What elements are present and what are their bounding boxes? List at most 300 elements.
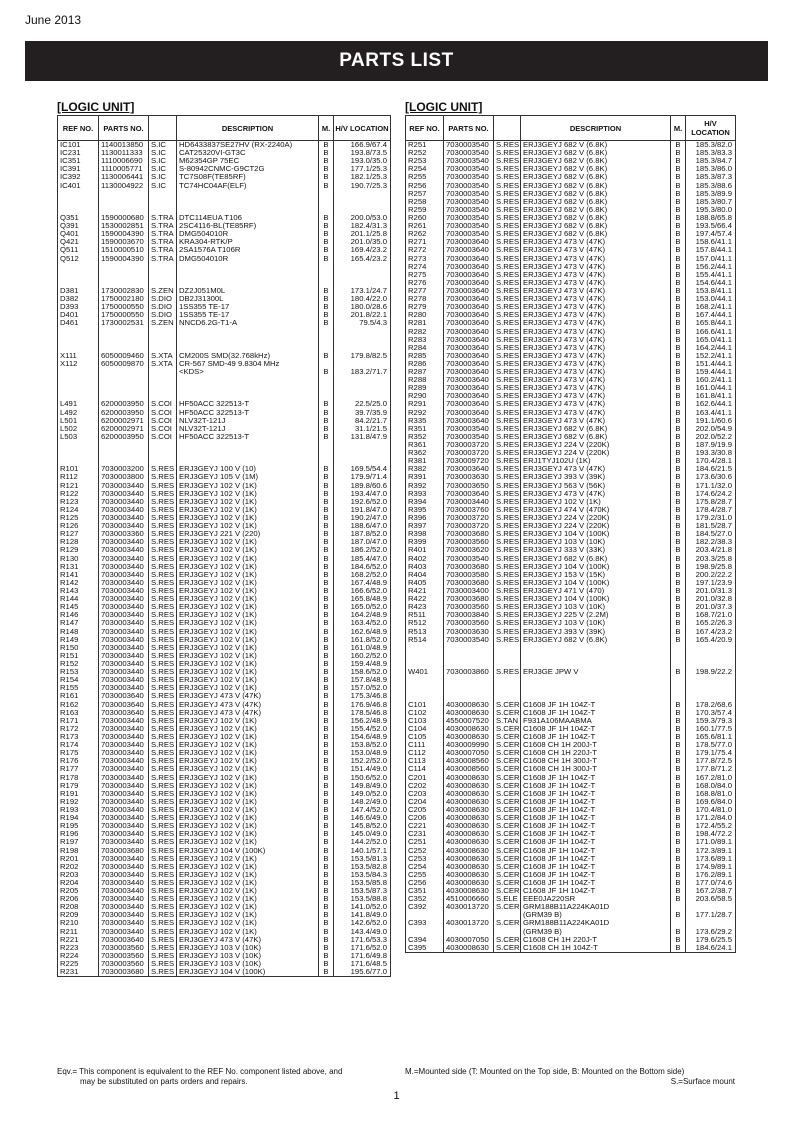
cell-hv-location bbox=[686, 676, 736, 684]
cell-type: S.RES bbox=[149, 709, 177, 717]
cell-parts-no bbox=[444, 660, 494, 668]
cell-ref-no: C111 bbox=[406, 741, 444, 749]
cell-hv-location: 173.1/24.7 bbox=[334, 287, 391, 295]
cell-type bbox=[149, 368, 177, 376]
cell-type bbox=[149, 271, 177, 279]
cell-parts-no: 7030003540 bbox=[444, 141, 494, 150]
cell-mounted-side: B bbox=[671, 311, 686, 319]
table-row bbox=[406, 636, 736, 644]
cell-ref-no: Q401 bbox=[58, 230, 99, 238]
table-row bbox=[406, 141, 736, 150]
cell-hv-location: 160.2/41.1 bbox=[686, 376, 736, 384]
cell-ref-no: R145 bbox=[58, 603, 99, 611]
cell-ref-no bbox=[58, 368, 99, 376]
cell-description: C1608 JF 1H 104Z-T bbox=[521, 855, 671, 863]
cell-description bbox=[177, 344, 319, 352]
cell-type: S.CER bbox=[494, 879, 521, 887]
cell-ref-no: D393 bbox=[58, 303, 99, 311]
cell-ref-no: C231 bbox=[406, 830, 444, 838]
cell-parts-no: 7030003440 bbox=[99, 741, 149, 749]
cell-mounted-side: B bbox=[319, 465, 334, 473]
cell-description: NNCD6.2G-T1-A bbox=[177, 319, 319, 327]
cell-mounted-side: B bbox=[671, 774, 686, 782]
cell-mounted-side: B bbox=[319, 546, 334, 554]
cell-mounted-side: B bbox=[671, 490, 686, 498]
cell-hv-location: 145.0/49.0 bbox=[334, 830, 391, 838]
cell-parts-no: 7030003640 bbox=[99, 709, 149, 717]
cell-ref-no: R152 bbox=[58, 660, 99, 668]
cell-ref-no: R176 bbox=[58, 757, 99, 765]
cell-parts-no: 7030003560 bbox=[444, 538, 494, 546]
cell-parts-no: 1750000550 bbox=[99, 311, 149, 319]
cell-ref-no: L502 bbox=[58, 425, 99, 433]
cell-type: S.RES bbox=[494, 376, 521, 384]
cell-mounted-side: B bbox=[319, 149, 334, 157]
cell-hv-location: 174.9/89.1 bbox=[686, 863, 736, 871]
cell-parts-no bbox=[444, 644, 494, 652]
cell-description: ERJ3GEYJ 104 V (100K) bbox=[521, 563, 671, 571]
cell-ref-no: R281 bbox=[406, 319, 444, 327]
cell-ref-no: R352 bbox=[406, 433, 444, 441]
table-row bbox=[406, 701, 736, 709]
table-row bbox=[406, 879, 736, 887]
cell-hv-location: 182.2/38.3 bbox=[686, 538, 736, 546]
cell-parts-no: 7030003540 bbox=[444, 214, 494, 222]
cell-type: S.XTA bbox=[149, 360, 177, 368]
cell-description: ERJ3GEYJ 102 V (1K) bbox=[177, 863, 319, 871]
cell-hv-location bbox=[334, 206, 391, 214]
cell-type: S.COI bbox=[149, 400, 177, 408]
cell-ref-no: D461 bbox=[58, 319, 99, 327]
cell-mounted-side: B bbox=[671, 936, 686, 944]
table-row bbox=[406, 628, 736, 636]
cell-type: S.CER bbox=[494, 936, 521, 944]
cell-type: S.RES bbox=[149, 725, 177, 733]
table-row bbox=[406, 863, 736, 871]
table-row bbox=[58, 384, 391, 392]
table-row bbox=[406, 725, 736, 733]
cell-parts-no bbox=[99, 190, 149, 198]
cell-type: S.RES bbox=[494, 384, 521, 392]
cell-description: ERJ3GEYJ 102 V (1K) bbox=[177, 806, 319, 814]
table-row bbox=[406, 190, 736, 198]
cell-type: S.RES bbox=[494, 417, 521, 425]
cell-ref-no: R396 bbox=[406, 514, 444, 522]
cell-ref-no: R423 bbox=[406, 603, 444, 611]
table-row bbox=[58, 198, 391, 206]
table-row bbox=[58, 579, 391, 587]
cell-mounted-side: B bbox=[319, 563, 334, 571]
cell-type: S.RES bbox=[149, 830, 177, 838]
cell-type: S.RES bbox=[149, 968, 177, 977]
cell-hv-location bbox=[686, 919, 736, 927]
cell-hv-location: 141.0/52.0 bbox=[334, 903, 391, 911]
table-row bbox=[58, 814, 391, 822]
cell-description: ERJ3GEYJ 473 V (47K) bbox=[521, 238, 671, 246]
cell-mounted-side: B bbox=[671, 498, 686, 506]
cell-ref-no: R283 bbox=[406, 336, 444, 344]
cell-hv-location: 153.8/41.1 bbox=[686, 287, 736, 295]
table-row bbox=[58, 757, 391, 765]
cell-mounted-side: B bbox=[671, 911, 686, 919]
cell-type: S.RES bbox=[149, 814, 177, 822]
cell-hv-location: 145.8/52.0 bbox=[334, 822, 391, 830]
cell-hv-location: 191.8/47.0 bbox=[334, 506, 391, 514]
cell-hv-location bbox=[334, 263, 391, 271]
cell-hv-location: 198.9/22.2 bbox=[686, 668, 736, 676]
cell-description: ERJ3GEYJ 473 V (47K) bbox=[177, 709, 319, 717]
cell-mounted-side: B bbox=[319, 571, 334, 579]
cell-ref-no: Q421 bbox=[58, 238, 99, 246]
cell-ref-no: R251 bbox=[406, 141, 444, 150]
table-row bbox=[406, 814, 736, 822]
cell-parts-no: 4030008630 bbox=[444, 709, 494, 717]
table-row bbox=[58, 182, 391, 190]
cell-description: HD6433837SE27HV (RX-2240A) bbox=[177, 141, 319, 150]
cell-hv-location: 185.4/47.0 bbox=[334, 555, 391, 563]
cell-type: S.RES bbox=[494, 336, 521, 344]
cell-parts-no: 1110006690 bbox=[99, 157, 149, 165]
cell-description: NLV32T-121J bbox=[177, 425, 319, 433]
cell-mounted-side bbox=[319, 441, 334, 449]
cell-ref-no: C103 bbox=[406, 717, 444, 725]
table-row bbox=[58, 741, 391, 749]
cell-description: ERJ1TYJ102U (1K) bbox=[521, 457, 671, 465]
cell-description: ERJ3GEYJ 473 V (47K) bbox=[521, 303, 671, 311]
cell-hv-location: 153.0/44.1 bbox=[686, 295, 736, 303]
cell-mounted-side: B bbox=[671, 441, 686, 449]
cell-parts-no: 4030008630 bbox=[444, 725, 494, 733]
cell-parts-no: 4030008630 bbox=[444, 814, 494, 822]
cell-type: S.RES bbox=[494, 465, 521, 473]
cell-description: ERJ3GEYJ 102 V (1K) bbox=[177, 498, 319, 506]
cell-description: ERJ3GEYJ 473 V (47K) bbox=[521, 336, 671, 344]
cell-hv-location: 161.8/41.1 bbox=[686, 392, 736, 400]
cell-type: S.CER bbox=[494, 782, 521, 790]
cell-type: S.RES bbox=[494, 449, 521, 457]
cell-hv-location: 151.4/44.1 bbox=[686, 360, 736, 368]
cell-ref-no: R204 bbox=[58, 879, 99, 887]
cell-hv-location: 176.2/89.1 bbox=[686, 871, 736, 879]
cell-hv-location: 185.3/83.3 bbox=[686, 149, 736, 157]
cell-type: S.DIO bbox=[149, 311, 177, 319]
table-row bbox=[58, 855, 391, 863]
cell-parts-no bbox=[444, 652, 494, 660]
cell-ref-no: R126 bbox=[58, 522, 99, 530]
cell-parts-no: 7030003440 bbox=[99, 798, 149, 806]
table-row bbox=[58, 830, 391, 838]
cell-parts-no: 7030003440 bbox=[99, 514, 149, 522]
cell-ref-no: R403 bbox=[406, 563, 444, 571]
cell-ref-no: R155 bbox=[58, 684, 99, 692]
cell-hv-location: 198.9/25.8 bbox=[686, 563, 736, 571]
cell-ref-no: R382 bbox=[406, 465, 444, 473]
cell-parts-no: 7030003440 bbox=[99, 855, 149, 863]
cell-mounted-side: B bbox=[671, 530, 686, 538]
cell-mounted-side: B bbox=[671, 141, 686, 150]
cell-hv-location: 186.2/52.0 bbox=[334, 546, 391, 554]
cell-type: S.RES bbox=[494, 441, 521, 449]
cell-description: ERJ3GEYJ 102 V (1K) bbox=[177, 765, 319, 773]
cell-description: (GRM39 B) bbox=[521, 928, 671, 936]
cell-hv-location: 146.6/49.0 bbox=[334, 814, 391, 822]
cell-description: ERJ3GEYJ 682 V (6.8K) bbox=[521, 190, 671, 198]
table-row bbox=[58, 725, 391, 733]
cell-ref-no: R276 bbox=[406, 279, 444, 287]
cell-description bbox=[177, 206, 319, 214]
cell-type: S.RES bbox=[149, 603, 177, 611]
cell-description: C1608 CH 1H 104Z-T bbox=[521, 944, 671, 953]
cell-hv-location: 170.4/28.1 bbox=[686, 457, 736, 465]
cell-ref-no: R122 bbox=[58, 490, 99, 498]
table-row bbox=[58, 546, 391, 554]
cell-parts-no: 7030003440 bbox=[99, 522, 149, 530]
table-row bbox=[406, 384, 736, 392]
cell-description: ERJ3GEYJ 224 V (220K) bbox=[521, 514, 671, 522]
cell-description: ERJ3GEYJ 682 V (6.8K) bbox=[521, 157, 671, 165]
cell-type: S.RES bbox=[149, 871, 177, 879]
cell-parts-no: 7030003540 bbox=[444, 206, 494, 214]
table-row bbox=[58, 530, 391, 538]
cell-type: S.RES bbox=[494, 182, 521, 190]
header-hv-location: H/V LOCATION bbox=[686, 116, 736, 141]
cell-mounted-side: B bbox=[671, 368, 686, 376]
cell-hv-location: 180.4/22.0 bbox=[334, 295, 391, 303]
cell-mounted-side: B bbox=[319, 692, 334, 700]
cell-ref-no: C201 bbox=[406, 774, 444, 782]
cell-type: S.RES bbox=[494, 595, 521, 603]
cell-hv-location: 187.8/52.0 bbox=[334, 530, 391, 538]
cell-type: S.RES bbox=[494, 246, 521, 254]
cell-parts-no: 7030003540 bbox=[444, 230, 494, 238]
cell-mounted-side: B bbox=[319, 684, 334, 692]
cell-type: S.RES bbox=[149, 741, 177, 749]
cell-parts-no: 7030003640 bbox=[444, 376, 494, 384]
table-row bbox=[58, 709, 391, 717]
cell-ref-no: R171 bbox=[58, 717, 99, 725]
cell-parts-no: 7030003440 bbox=[99, 887, 149, 895]
table-row bbox=[58, 376, 391, 384]
cell-description: C1608 JF 1H 104Z-T bbox=[521, 709, 671, 717]
cell-mounted-side: B bbox=[319, 644, 334, 652]
cell-type: S.RES bbox=[149, 506, 177, 514]
cell-mounted-side: B bbox=[319, 230, 334, 238]
table-row bbox=[58, 303, 391, 311]
cell-hv-location: 167.4/44.1 bbox=[686, 311, 736, 319]
cell-description: ERJ3GEYJ 473 V (47K) bbox=[521, 263, 671, 271]
cell-description: ERJ3GEYJ 102 V (1K) bbox=[177, 522, 319, 530]
cell-description: ERJ3GEYJ 102 V (1K) bbox=[177, 563, 319, 571]
cell-hv-location: 195.3/80.0 bbox=[686, 206, 736, 214]
cell-mounted-side: B bbox=[671, 863, 686, 871]
cell-description: C1608 CH 1H 200J-T bbox=[521, 741, 671, 749]
cell-mounted-side: B bbox=[671, 822, 686, 830]
cell-description: ERJ3GEYJ 102 V (1K) bbox=[177, 830, 319, 838]
cell-type: S.IC bbox=[149, 173, 177, 181]
cell-ref-no: R292 bbox=[406, 409, 444, 417]
cell-ref-no: R174 bbox=[58, 741, 99, 749]
table-row bbox=[406, 409, 736, 417]
cell-description bbox=[177, 271, 319, 279]
cell-mounted-side: B bbox=[671, 319, 686, 327]
cell-description: C1608 JF 1H 104Z-T bbox=[521, 822, 671, 830]
cell-type: S.RES bbox=[149, 498, 177, 506]
table-row bbox=[406, 157, 736, 165]
table-row bbox=[406, 871, 736, 879]
cell-hv-location: 176.9/46.8 bbox=[334, 701, 391, 709]
footnote-eqv: Eqv.= This component is equivalent to the REF No. component listed above, and bbox=[57, 1067, 343, 1076]
cell-mounted-side: B bbox=[319, 287, 334, 295]
cell-type: S.CER bbox=[494, 701, 521, 709]
cell-parts-no: 7030003540 bbox=[444, 425, 494, 433]
cell-type: S.RES bbox=[494, 311, 521, 319]
cell-description bbox=[177, 441, 319, 449]
cell-description: ERJ3GEYJ 102 V (1K) bbox=[177, 644, 319, 652]
table-row bbox=[406, 449, 736, 457]
cell-ref-no: C251 bbox=[406, 838, 444, 846]
cell-ref-no: R179 bbox=[58, 782, 99, 790]
cell-mounted-side: B bbox=[319, 433, 334, 441]
cell-mounted-side bbox=[319, 457, 334, 465]
cell-hv-location bbox=[686, 644, 736, 652]
cell-mounted-side bbox=[671, 676, 686, 684]
cell-mounted-side: B bbox=[319, 952, 334, 960]
cell-parts-no: 7030003540 bbox=[444, 165, 494, 173]
cell-ref-no: R395 bbox=[406, 506, 444, 514]
cell-description bbox=[177, 190, 319, 198]
cell-parts-no: 4030008630 bbox=[444, 733, 494, 741]
cell-parts-no: 7030003540 bbox=[444, 222, 494, 230]
cell-parts-no: 4550007520 bbox=[444, 717, 494, 725]
cell-description: C1608 CH 1H 220J-T bbox=[521, 749, 671, 757]
cell-description: ERJ3GEYJ 102 V (1K) bbox=[177, 490, 319, 498]
cell-description: ERJ3GEYJ 473 V (47K) bbox=[177, 701, 319, 709]
table-row bbox=[58, 392, 391, 400]
cell-mounted-side: B bbox=[319, 814, 334, 822]
cell-parts-no: 7030003720 bbox=[444, 514, 494, 522]
table-row bbox=[58, 173, 391, 181]
cell-type: S.CER bbox=[494, 725, 521, 733]
cell-parts-no: 7030003440 bbox=[99, 490, 149, 498]
cell-parts-no: 1130006441 bbox=[99, 173, 149, 181]
cell-parts-no: 7030003440 bbox=[99, 879, 149, 887]
cell-hv-location: 177.0/74.6 bbox=[686, 879, 736, 887]
cell-parts-no bbox=[99, 279, 149, 287]
cell-type: S.IC bbox=[149, 149, 177, 157]
cell-parts-no: 7030003440 bbox=[99, 595, 149, 603]
cell-parts-no: 7030003440 bbox=[99, 684, 149, 692]
cell-hv-location: 201.1/25.8 bbox=[334, 230, 391, 238]
cell-hv-location: 154.6/48.9 bbox=[334, 733, 391, 741]
cell-mounted-side: B bbox=[671, 555, 686, 563]
cell-hv-location: 159.4/48.9 bbox=[334, 660, 391, 668]
cell-description: ERJ3GEYJ 473 V (47K) bbox=[521, 328, 671, 336]
cell-ref-no: R289 bbox=[406, 384, 444, 392]
cell-parts-no: 4030008630 bbox=[444, 701, 494, 709]
cell-mounted-side: B bbox=[671, 725, 686, 733]
cell-description: HF50ACC 322513-T bbox=[177, 433, 319, 441]
cell-ref-no: L491 bbox=[58, 400, 99, 408]
table-row bbox=[406, 579, 736, 587]
cell-mounted-side: B bbox=[319, 595, 334, 603]
cell-mounted-side: B bbox=[671, 790, 686, 798]
cell-parts-no: 7030003440 bbox=[99, 782, 149, 790]
table-row bbox=[406, 944, 736, 953]
cell-parts-no: 7030003640 bbox=[444, 263, 494, 271]
cell-parts-no: 7030003640 bbox=[444, 255, 494, 263]
cell-type: S.RES bbox=[149, 595, 177, 603]
table-row bbox=[406, 838, 736, 846]
cell-hv-location: 200.0/53.0 bbox=[334, 214, 391, 222]
cell-ref-no: IC101 bbox=[58, 141, 99, 150]
cell-mounted-side: B bbox=[319, 741, 334, 749]
cell-mounted-side: B bbox=[319, 141, 334, 150]
cell-mounted-side: B bbox=[671, 392, 686, 400]
cell-description: ERJ3GEYJ 473 V (47K) bbox=[521, 376, 671, 384]
cell-type: S.RES bbox=[149, 514, 177, 522]
table-row bbox=[406, 230, 736, 238]
cell-ref-no bbox=[58, 449, 99, 457]
cell-type: S.CER bbox=[494, 855, 521, 863]
cell-description: ERJ3GEYJ 224 V (220K) bbox=[521, 449, 671, 457]
cell-ref-no: C254 bbox=[406, 863, 444, 871]
cell-ref-no: C102 bbox=[406, 709, 444, 717]
cell-mounted-side: B bbox=[671, 538, 686, 546]
cell-description: ERJ3GEYJ 682 V (6.8K) bbox=[521, 182, 671, 190]
cell-description bbox=[521, 644, 671, 652]
cell-ref-no: X112 bbox=[58, 360, 99, 368]
cell-type: S.TRA bbox=[149, 230, 177, 238]
cell-mounted-side bbox=[671, 684, 686, 692]
cell-mounted-side bbox=[671, 903, 686, 911]
cell-type bbox=[149, 263, 177, 271]
table-row bbox=[58, 409, 391, 417]
cell-hv-location bbox=[686, 692, 736, 700]
cell-hv-location bbox=[686, 652, 736, 660]
cell-ref-no: C114 bbox=[406, 765, 444, 773]
cell-type: S.IC bbox=[149, 157, 177, 165]
cell-ref-no bbox=[58, 271, 99, 279]
cell-description: ERJ3GEYJ 102 V (1K) bbox=[177, 928, 319, 936]
cell-parts-no: 7030003440 bbox=[99, 749, 149, 757]
cell-ref-no: R124 bbox=[58, 506, 99, 514]
cell-parts-no: 4030008630 bbox=[444, 798, 494, 806]
cell-ref-no: R130 bbox=[58, 555, 99, 563]
cell-parts-no: 7030003640 bbox=[444, 246, 494, 254]
cell-mounted-side: B bbox=[319, 668, 334, 676]
cell-type: S.RES bbox=[149, 717, 177, 725]
cell-mounted-side bbox=[319, 360, 334, 368]
cell-description: ERJ3GEYJ 102 V (1K) bbox=[177, 668, 319, 676]
cell-parts-no: 7030003540 bbox=[444, 433, 494, 441]
cell-ref-no: R513 bbox=[406, 628, 444, 636]
cell-hv-location: 168.2/52.0 bbox=[334, 571, 391, 579]
table-row bbox=[406, 733, 736, 741]
cell-parts-no bbox=[99, 384, 149, 392]
cell-ref-no: IC351 bbox=[58, 157, 99, 165]
cell-type: S.RES bbox=[149, 919, 177, 927]
cell-ref-no: C206 bbox=[406, 814, 444, 822]
cell-hv-location: 187.0/47.0 bbox=[334, 538, 391, 546]
cell-ref-no: R405 bbox=[406, 579, 444, 587]
cell-parts-no: 7030003440 bbox=[99, 579, 149, 587]
table-row bbox=[406, 717, 736, 725]
cell-description: ERJ3GEYJ 473 V (47K) bbox=[521, 400, 671, 408]
cell-parts-no: 7030003440 bbox=[99, 555, 149, 563]
cell-description: ERJ3GEYJ 393 V (39K) bbox=[521, 473, 671, 481]
cell-ref-no: R288 bbox=[406, 376, 444, 384]
cell-parts-no: 1530002851 bbox=[99, 222, 149, 230]
